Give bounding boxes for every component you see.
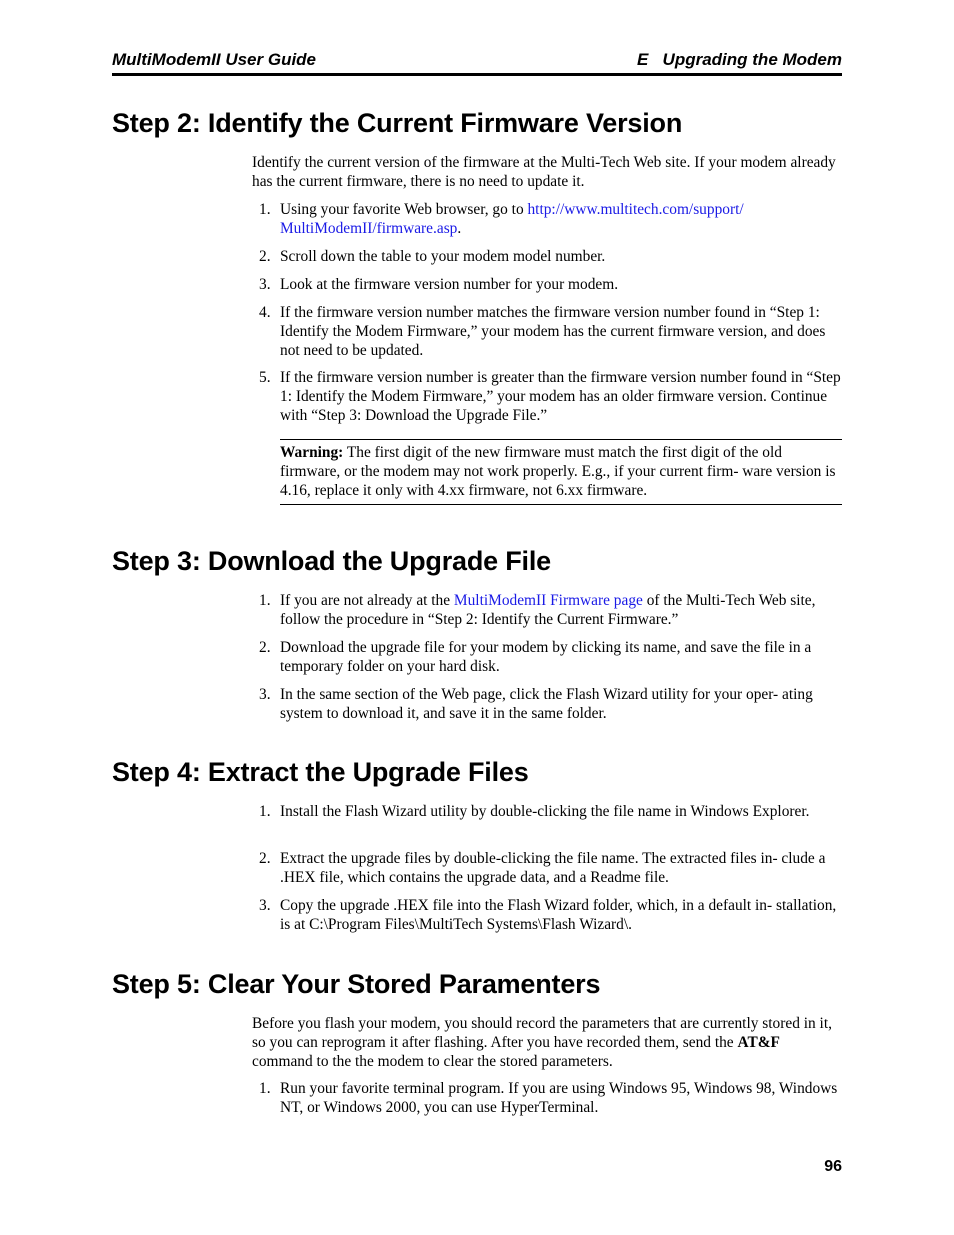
list-item: 2. Extract the upgrade files by double-clicking the file name. The extracted files in- clude a .HEX file, which contains the upgrade data, and a Readme file.: [259, 850, 826, 886]
list-item: 3. In the same section of the Web page, click the Flash Wizard utility for your oper- ating system to download it, and save it in the same folder.: [259, 686, 813, 722]
list-item: 1. Using your favorite Web browser, go to http://www.multitech.com/support/ MultiModemII/firmware.asp.: [259, 201, 744, 237]
list-item: 1. If you are not already at the MultiModemII Firmware page of the Multi-Tech Web site, follow the procedure in “Step 2: Identify the Current Firmware.”: [259, 592, 816, 628]
list-item: 4. If the firmware version number matches the firmware version number found in “Step 1: Identify the Modem Firmware,” your modem has the current firmware version, and does not need to be updated.: [259, 304, 826, 359]
command-at-f: AT&F: [737, 1034, 780, 1051]
step2-intro: Identify the current version of the firmware at the Multi-Tech Web site. If your modem already has the current firmware, there is no need to update it.: [252, 154, 836, 190]
step3-heading: Step 3: Download the Upgrade File: [112, 546, 551, 576]
warning-label: Warning:: [280, 444, 344, 461]
list-item: 2. Scroll down the table to your modem model number.: [259, 248, 606, 265]
step4-heading: Step 4: Extract the Upgrade Files: [112, 757, 529, 787]
list-item: 5. If the firmware version number is greater than the firmware version number found in “Step 1: Identify the Modem Firmware,” your modem has an older firmware version. Continue with “Step 3: Download the Upgrade File.”: [259, 369, 841, 424]
list-item: 3. Look at the firmware version number for your modem.: [259, 276, 619, 293]
list-item: 2. Download the upgrade file for your modem by clicking its name, and save the file in a temporary folder on your hard disk.: [259, 639, 812, 675]
running-header: [112, 49, 842, 76]
list-item: 1. Install the Flash Wizard utility by double-clicking the file name in Windows Explorer.: [259, 803, 810, 820]
step2-heading: Step 2: Identify the Current Firmware Version: [112, 108, 683, 138]
list-item: 3. Copy the upgrade .HEX file into the Flash Wizard folder, which, in a default in- stallation, is at C:\Program Files\MultiTech Systems\Flash Wizard\.: [259, 897, 837, 933]
page-number: 96: [824, 1158, 842, 1175]
warning-text: The first digit of the new firmware must match the first digit of the old firmware, or the modem may not work properly. E.g., if your current firm- ware version is 4.16, replace it only with 4.xx firmware, not 6.xx firmware.: [280, 444, 836, 499]
warning-box: [280, 439, 842, 505]
firmware-url-link[interactable]: http://www.multitech.com/support/ MultiModemII/firmware.asp: [280, 201, 744, 237]
step5-intro: Before you flash your modem, you should record the parameters that are currently stored in it, so you can reprogram it after flashing. After you have recorded them, send the AT&F command to the the modem to clear the stored parameters.: [252, 1015, 832, 1070]
header-chapter-title: E Upgrading the Modem: [637, 50, 842, 69]
step5-heading: Step 5: Clear Your Stored Paramenters: [112, 969, 601, 999]
list-item: 1. Run your favorite terminal program. If you are using Windows 95, Windows 98, Windows NT, or Windows 2000, you can use HyperTerminal.: [259, 1080, 838, 1116]
header-guide-title: MultiModemII User Guide: [112, 50, 317, 69]
firmware-page-link[interactable]: MultiModemII Firmware page: [453, 592, 643, 609]
